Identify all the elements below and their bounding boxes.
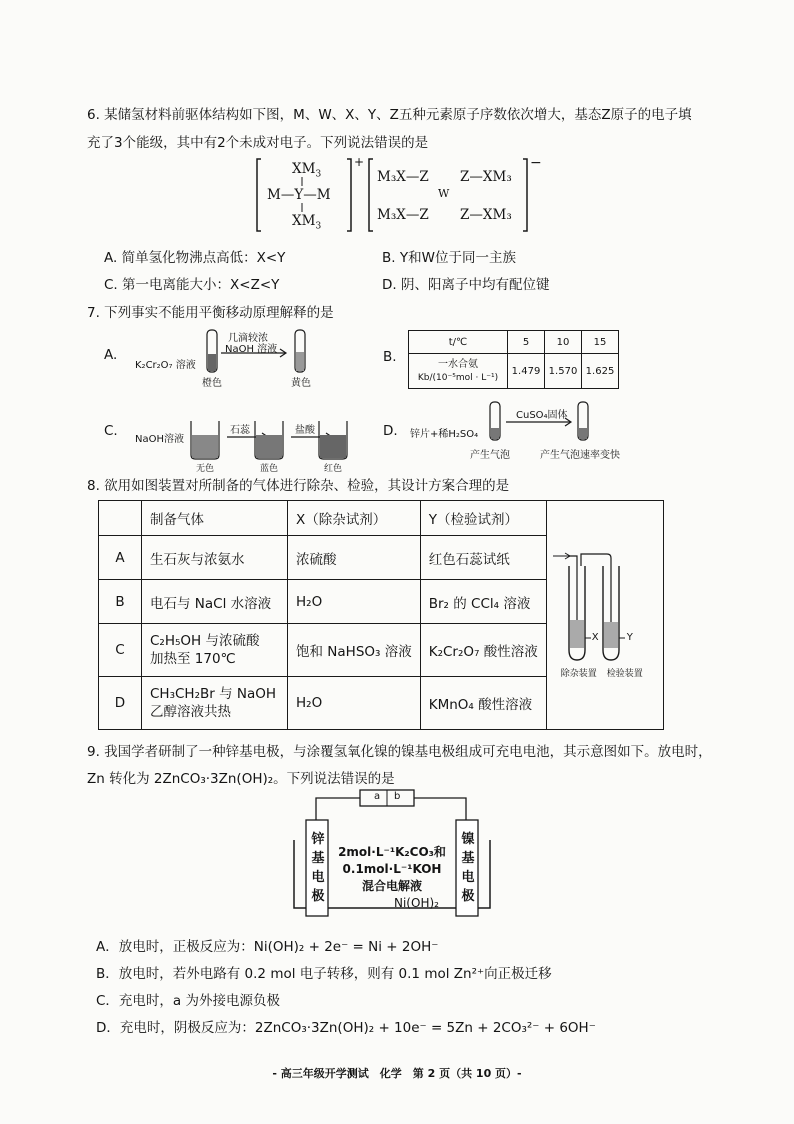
q9-option-c: C．充电时，a 为外接电源负极 xyxy=(96,993,280,1009)
q6-structure-diagram xyxy=(255,155,545,235)
q8-apparatus-y: Y xyxy=(626,632,633,643)
q7-b-temp-1: 5 xyxy=(508,331,545,354)
q7-b-row-label xyxy=(409,354,508,389)
q8-stem: 8. 欲用如图装置对所制备的气体进行除杂、检验，其设计方案合理的是 xyxy=(87,478,510,494)
q8-apparatus xyxy=(547,510,663,720)
q9-nickel-char2: 基 xyxy=(461,851,475,866)
q7-b-value-3: 1.625 xyxy=(582,354,619,389)
q9-nickel-char3: 电 xyxy=(461,870,475,885)
anion-bottom-left: M₃X—Z xyxy=(377,207,429,223)
q7-b-value-2: 1.570 xyxy=(545,354,582,389)
q6-option-d: D. 阴、阳离子中均有配位键 xyxy=(382,277,550,293)
q7-c-color-2: 蓝色 xyxy=(260,464,279,474)
q7-b-temp-3: 15 xyxy=(582,331,619,354)
q6-option-a: A. 简单氢化物沸点高低：X<Y xyxy=(104,250,286,266)
q7-a-reagent: K₂Cr₂O₇ 溶液 xyxy=(135,360,196,371)
q7-d-diagram xyxy=(410,400,630,462)
q9-nickel-electrode xyxy=(460,830,476,906)
q9-zinc-char4: 极 xyxy=(311,889,325,904)
q8-apparatus-x: X xyxy=(591,632,599,643)
q9-option-b: B．放电时，若外电路有 0.2 mol 电子转移，则有 0.1 mol Zn²⁺向正极迁移 xyxy=(96,966,552,982)
q7-b-header: t/℃ xyxy=(409,331,508,354)
anion-center-w: W xyxy=(438,187,450,200)
q7-c-step2: 盐酸 xyxy=(295,425,315,436)
q8-header-gas: 制备气体 xyxy=(142,501,288,536)
q9-nickel-char1: 镍 xyxy=(461,832,475,847)
q8-header-y: Y（检验试剂） xyxy=(420,501,546,536)
q8-row-c-option: C xyxy=(99,624,142,677)
q7-b-row-label-2: Kb/(10⁻⁵mol · L⁻¹) xyxy=(417,372,499,383)
q7-c-diagram xyxy=(135,415,365,473)
q7-d-reagent: 锌片+稀H₂SO₄ xyxy=(410,429,479,440)
q8-row-b-x: H₂O xyxy=(288,580,421,624)
q7-a-left-color: 橙色 xyxy=(202,378,222,389)
q7-a-arrow-bottom: NaOH 溶液 xyxy=(225,344,278,355)
q8-header-x: X（除杂试剂） xyxy=(288,501,421,536)
q9-zinc-char1: 锌 xyxy=(311,832,325,847)
q9-option-a: A．放电时，正极反应为：Ni(OH)₂ + 2e⁻ = Ni + 2OH⁻ xyxy=(96,939,439,955)
q8-table xyxy=(98,500,664,730)
q7-d-right-note: 产生气泡速率变快 xyxy=(540,450,620,461)
q7-option-d-label: D. xyxy=(383,423,398,439)
q8-row-b-gas: 电石与 NaCl 水溶液 xyxy=(142,580,288,624)
q8-row-b-y: Br₂ 的 CCl₄ 溶液 xyxy=(420,580,546,624)
q8-row-d-gas-line1: CH₃CH₂Br 与 NaOH xyxy=(150,686,277,702)
q7-a-arrow-top: 几滴较浓 xyxy=(228,333,268,344)
q7-d-left-note: 产生气泡 xyxy=(470,450,510,461)
cation-bottom-group: $XM_3$ xyxy=(292,213,322,232)
q7-c-reagent: NaOH溶液 xyxy=(135,434,184,445)
q9-terminal-a: a xyxy=(374,791,381,802)
q7-b-row-label-1: 一水合氨 xyxy=(438,358,478,370)
q7-option-c-label: C. xyxy=(104,423,118,439)
anion-top-right: Z—XM₃ xyxy=(460,169,512,185)
q7-stem: 7. 下列事实不能用平衡移动原理解释的是 xyxy=(87,305,334,321)
q9-nickel-char4: 极 xyxy=(461,889,475,904)
q9-electrolyte xyxy=(332,844,452,895)
q8-row-c-gas-line2: 加热至 170℃ xyxy=(150,651,236,667)
anion-top-left: M₃X—Z xyxy=(377,169,429,185)
q7-option-b-label: B. xyxy=(383,349,397,365)
cation-top-group: $XM_3$ xyxy=(292,161,322,180)
q8-row-a-option: A xyxy=(99,536,142,580)
cation-middle: M—Y—M xyxy=(267,187,331,203)
q8-apparatus-cell xyxy=(546,501,663,730)
q7-option-a-label: A. xyxy=(104,347,118,363)
q8-row-b-option: B xyxy=(99,580,142,624)
q7-b-table xyxy=(408,330,619,389)
q8-row-d-y: KMnO₄ 酸性溶液 xyxy=(420,677,546,730)
anion-charge: − xyxy=(530,155,542,171)
q9-zinc-char3: 电 xyxy=(311,870,325,885)
q9-battery-diagram xyxy=(290,780,495,930)
q8-row-d-x: H₂O xyxy=(288,677,421,730)
q8-header-blank xyxy=(99,501,142,536)
q8-row-a-gas: 生石灰与浓氨水 xyxy=(142,536,288,580)
q9-ni-label: Ni(OH)₂ xyxy=(394,896,439,910)
q9-electrolyte-line3: 混合电解液 xyxy=(361,879,422,893)
q8-apparatus-right-caption: 检验装置 xyxy=(606,669,643,679)
q8-row-c-x: 饱和 NaHSO₃ 溶液 xyxy=(288,624,421,677)
q9-electrolyte-line1: 2mol·L⁻¹K₂CO₃和 xyxy=(338,845,446,859)
page-footer: - 高三年级开学测试 化学 第 2 页（共 10 页）- xyxy=(272,1067,522,1080)
q7-c-color-3: 红色 xyxy=(324,464,343,474)
q7-b-value-1: 1.479 xyxy=(508,354,545,389)
q9-electrolyte-line2: 0.1mol·L⁻¹KOH xyxy=(342,862,442,876)
anion-bottom-right: Z—XM₃ xyxy=(460,207,512,223)
q8-row-a-x: 浓硫酸 xyxy=(288,536,421,580)
q9-zinc-char2: 基 xyxy=(311,851,325,866)
q8-row-c-gas-line1: C₂H₅OH 与浓硫酸 xyxy=(150,633,260,649)
q6-option-b: B. Y和W位于同一主族 xyxy=(382,250,516,266)
q6-stem-line1: 6. 某储氢材料前驱体结构如下图，M、W、X、Y、Z五种元素原子序数依次增大，基态Z原子的电子填 xyxy=(87,107,692,123)
q7-b-temp-2: 10 xyxy=(545,331,582,354)
q7-c-color-1: 无色 xyxy=(196,464,215,474)
q9-stem-line1: 9. 我国学者研制了一种锌基电极，与涂覆氢氧化镍的镍基电极组成可充电电池，其示意图如下。放电时， xyxy=(87,744,712,760)
q9-terminal-b: b xyxy=(394,791,401,802)
q9-zinc-electrode xyxy=(310,830,326,906)
q7-b-table-wrap xyxy=(408,330,619,389)
q6-stem-line2: 充了3个能级，其中有2个未成对电子。下列说法错误的是 xyxy=(87,135,429,151)
q8-row-d-gas-line2: 乙醇溶液共热 xyxy=(150,704,231,720)
q8-apparatus-left-caption: 除杂装置 xyxy=(560,669,597,679)
q8-row-d-option: D xyxy=(99,677,142,730)
q7-a-right-color: 黄色 xyxy=(291,378,311,389)
q7-c-step1: 石蕊 xyxy=(230,425,250,436)
q7-a-diagram xyxy=(135,326,335,388)
q6-option-c: C. 第一电离能大小：X<Z<Y xyxy=(104,277,280,293)
q9-stem-line2: Zn 转化为 2ZnCO₃·3Zn(OH)₂。下列说法错误的是 xyxy=(87,771,395,787)
q8-row-c-gas xyxy=(142,624,288,677)
q9-option-d: D．充电时，阴极反应为：2ZnCO₃·3Zn(OH)₂ + 10e⁻ = 5Zn + 2CO₃²⁻ + 6OH⁻ xyxy=(96,1020,596,1036)
q8-row-d-gas xyxy=(142,677,288,730)
q8-row-a-y: 红色石蕊试纸 xyxy=(420,536,546,580)
q8-row-c-y: K₂Cr₂O₇ 酸性溶液 xyxy=(420,624,546,677)
cation-charge: + xyxy=(354,155,365,169)
q7-d-arrow-top: CuSO₄固体 xyxy=(516,410,568,421)
